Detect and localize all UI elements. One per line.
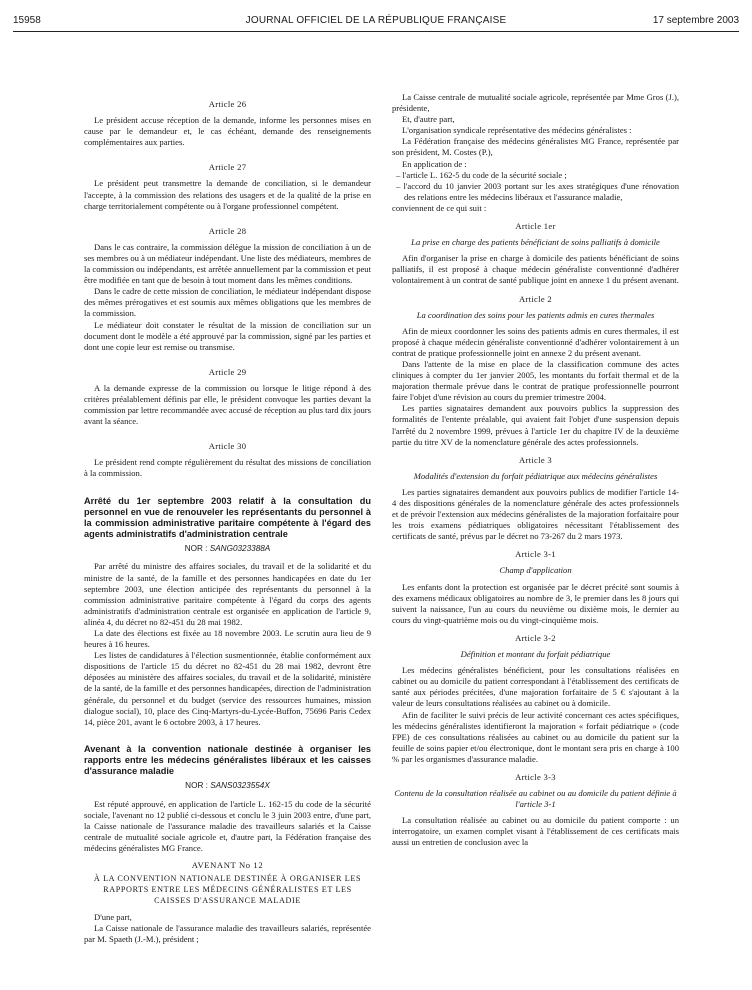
paragraph: Dans le cadre de cette mission de conciliation, le médiateur indépendant dispose des mêmes prérogatives et est soumis aux mêmes obligations que les membres de la commission. — [84, 286, 371, 319]
article-2-subtitle: La coordination des soins pour les patients admis en cures thermales — [416, 309, 655, 320]
article-28-heading: Article 28 — [208, 225, 247, 236]
paragraph: Et, d'autre part, — [402, 114, 455, 125]
nor-code: SANS0323554X — [210, 781, 270, 791]
paragraph: La date des élections est fixée au 18 novembre 2003. Le scrutin aura lieu de 9 heures à 16 heures. — [84, 628, 371, 650]
article-3-2-heading: Article 3-2 — [515, 632, 556, 643]
publication-date: 17 septembre 2003 — [652, 15, 739, 26]
article-3-1-subtitle: Champ d'application — [499, 565, 572, 576]
paragraph: Les parties signataires demandent aux pouvoirs publics de modifier l'article 14-4 des dispositions générales de la nomenclature générale des actes professionnels et de prévoir l'extension aux médecins généralistes de la majoration forfaitaire pour les trois examens pédiatriques obligatoires nécessitant l'établissement des certificats de santé, prévus par le décret no 73-267 du 2 mars 1973. — [392, 486, 679, 542]
page-header — [13, 15, 739, 32]
paragraph: L'organisation syndicale représentative des médecins généralistes : — [402, 125, 632, 136]
paragraph: D'une part, — [94, 912, 132, 923]
amendment-12-subtitle: À LA CONVENTION NATIONALE DESTINÉE À ORGANISER LES RAPPORTS ENTRE LES MÉDECINS GÉNÉRALISTES ET LES CAISSES D'ASSURANCE MALADIE — [93, 874, 362, 906]
paragraph: La consultation réalisée au cabinet ou au domicile du patient comporte : un interrogatoire, un examen complet visant à l'établissement de ces certificats mais aussi un entretien de conclusion avec la — [392, 815, 679, 848]
amendment-title: Avenant à la convention nationale destinée à organiser les rapports entre les médecins généralistes libéraux et les caisses d'assurance maladie — [84, 743, 371, 777]
paragraph: En application de : — [402, 158, 467, 169]
journal-title: JOURNAL OFFICIEL DE LA RÉPUBLIQUE FRANÇAISE — [245, 15, 507, 26]
left-column — [84, 92, 371, 945]
right-column — [392, 92, 679, 849]
article-1-subtitle: La prise en charge des patients bénéficiant de soins palliatifs à domicile — [411, 237, 660, 248]
paragraph: Est réputé approuvé, en application de l'article L. 162-15 du code de la sécurité sociale, l'avenant no 12 publié ci-dessous et conclu le 3 juin 2003 entre, d'une part, la Caisse nationale de l'assurance maladie des travailleurs salariés et la Caisse centrale de mutualité sociale agricole et, d'autre part, la Fédération française des médecins généralistes MG France. — [84, 798, 371, 853]
paragraph: La Caisse centrale de mutualité sociale agricole, représentée par Mme Gros (J.), présidente, — [392, 92, 679, 114]
paragraph: Le président peut transmettre la demande de conciliation, si le demandeur l'accepte, à la commission des relations des usagers et de la qualité de la prise en charge territorialement compétente ou à l'organe professionnel compétent. — [84, 178, 371, 211]
paragraph: Les médecins généralistes bénéficient, pour les consultations réalisées en cabinet ou au domicile du patient correspondant à l'établissement des certificats de santé aux périodes précitées, d'une majoration forfaitaire de 5 € s'ajoutant à la valeur de leurs consultations réalisées au cabinet ou à domicile. — [392, 665, 679, 709]
article-3-3-heading: Article 3-3 — [515, 771, 556, 782]
article-26-heading: Article 26 — [208, 99, 247, 109]
article-3-subtitle: Modalités d'extension du forfait pédiatrique aux médecins généralistes — [413, 470, 658, 481]
paragraph: Les parties signataires demandent aux pouvoirs publics la suppression des formalités de l'entente préalable, qui avaient fait l'objet d'une suspension depuis l'arrêté du 2 novembre 1999, prévues à l'article 1er du chapitre IV de la deuxième partie du titre XV de la nomenclature générale des actes professionnels. — [392, 403, 679, 447]
decree-title: Arrêté du 1er septembre 2003 relatif à la consultation du personnel en vue de renouveler les représentants du personnel à la commission administrative paritaire compétente à l'égard des agents administratifs d'administration centrale — [84, 495, 371, 540]
article-29-heading: Article 29 — [208, 366, 247, 377]
article-2-heading: Article 2 — [518, 293, 552, 304]
nor-label: NOR : — [184, 544, 208, 554]
paragraph: Les enfants dont la protection est organisée par le décret précité sont soumis à des examens médicaux obligatoires au nombre de 3, le premier dans les 8 jours qui suivent la naissance, l'un au cours du neuvième ou dixième mois, le dernier au cours du vingt-quatrième mois ou du vingt-cinquième mois. — [392, 581, 679, 625]
paragraph: Par arrêté du ministre des affaires sociales, du travail et de la solidarité et du ministre de la santé, de la famille et des personnes handicapées en date du 1er septembre 2003, une élection anticipée des représentants du personnel à la commission administrative paritaire compétente à l'égard du corps des agents administratifs d'administration centrale est organisée en application de l'article 9, alinéa 4, du décret no 82-451 du 28 mai 1982. — [84, 561, 371, 627]
article-3-3-subtitle: Contenu de la consultation réalisée au cabinet ou au domicile du patient définie à l'article 3-1 — [394, 788, 677, 810]
list-item: – l'article L. 162-5 du code de la sécurité sociale ; — [396, 170, 679, 181]
paragraph: Dans le cas contraire, la commission délègue la mission de conciliation à un de ses membres ou à un médiateur indépendant. Une liste des médiateurs, membres de la commission ou indépendants, est arrêtée annuellement par la commission et peut être modifiée en tant que de besoin à tout moment dans les mêmes conditions. — [84, 241, 371, 286]
paragraph: conviennent de ce qui suit : — [392, 202, 487, 213]
article-3-heading: Article 3 — [518, 454, 552, 465]
decree-nor — [84, 543, 371, 554]
paragraph: Afin de mieux coordonner les soins des patients admis en cures thermales, il est proposé à chaque médecin généraliste conventionné d'adhérer volontairement à un contrat de pratique professionnelle joint en annexe 2 du présent avenant. — [392, 325, 679, 358]
paragraph: Afin d'organiser la prise en charge à domicile des patients bénéficiant de soins palliatifs, il est proposé à chaque médecin généraliste conventionné d'adhérer volontairement à un contrat de santé publique joint en annexe 1 du présent avenant. — [392, 253, 679, 286]
list-item: – l'accord du 10 janvier 2003 portant sur les axes stratégiques d'une rénovation des relations entre les médecins libéraux et l'assurance maladie, — [396, 181, 679, 203]
paragraph: Le président rend compte régulièrement du résultat des missions de conciliation à la commission. — [84, 457, 371, 479]
amendment-nor — [84, 780, 371, 791]
article-3-2-subtitle: Définition et montant du forfait pédiatrique — [460, 649, 611, 660]
article-30-heading: Article 30 — [208, 441, 247, 452]
paragraph: La Caisse nationale de l'assurance maladie des travailleurs salariés, représentée par M. Spaeth (J.-M.), président ; — [84, 923, 371, 945]
page-number: 15958 — [13, 15, 41, 26]
amendment-12-heading: AVENANT No 12 — [191, 860, 264, 871]
paragraph: Le président accuse réception de la demande, informe les personnes mises en cause par le demandeur et, le cas échéant, demande des renseignements complémentaires aux parties. — [84, 115, 371, 148]
article-27-heading: Article 27 — [208, 162, 247, 173]
paragraph: Les listes de candidatures à l'élection susmentionnée, établie conformément aux dispositions de l'article 15 du décret no 82-451 du 28 mai 1982, devront être déposées au ministère des affaires sociales, du travail et de la solidarité, ministère de la santé, de la famille et des personnes handicapées, direction de l'administration générale, du personnel et du budget (service des ressources humaines, mission dialogue social), 10, place des Cinq-Martyrs-du-Lycée-Buffon, 75696 Paris Cedex 14, pièce 201, avant le 6 octobre 2003, à 17 heures. — [84, 650, 371, 727]
paragraph: La Fédération française des médecins généralistes MG France, représentée par son président, M. Costes (P.), — [392, 136, 679, 158]
paragraph: A la demande expresse de la commission ou lorsque le litige répond à des critères préalablement définis par elle, le président convoque les parties devant la commission par lettre recommandée avec accusé de réception au plus tard dix jours avant la séance. — [84, 382, 371, 427]
article-3-1-heading: Article 3-1 — [515, 549, 556, 560]
article-1-heading: Article 1er — [515, 221, 556, 232]
nor-label: NOR : — [185, 781, 208, 791]
paragraph: Dans l'attente de la mise en place de la classification commune des actes cliniques à compter du 1er janvier 2005, les montants du forfait thermal et de la majoration thermale prévue dans le contrat de pratique professionnelle pourront faire l'objet d'une révision au cours du premier trimestre 2004. — [392, 358, 679, 403]
nor-code: SANG0323388A — [209, 544, 271, 554]
paragraph: Afin de faciliter le suivi précis de leur activité concernant ces actes spécifiques, les médecins généralistes identifieront la majoration « forfait pédiatrique » (code FPE) de ces consultations réalisées au cabinet ou au domicile du patient sur la feuille de soins papier et/ou électronique, dont le montant sera pris en charge à 100 % par les organismes d'assurance maladie. — [392, 709, 679, 764]
paragraph: Le médiateur doit constater le résultat de la mission de conciliation sur un document dont le modèle a été approuvé par la commission, signé par les parties et dont une copie leur est remise ou transmise. — [84, 319, 371, 352]
